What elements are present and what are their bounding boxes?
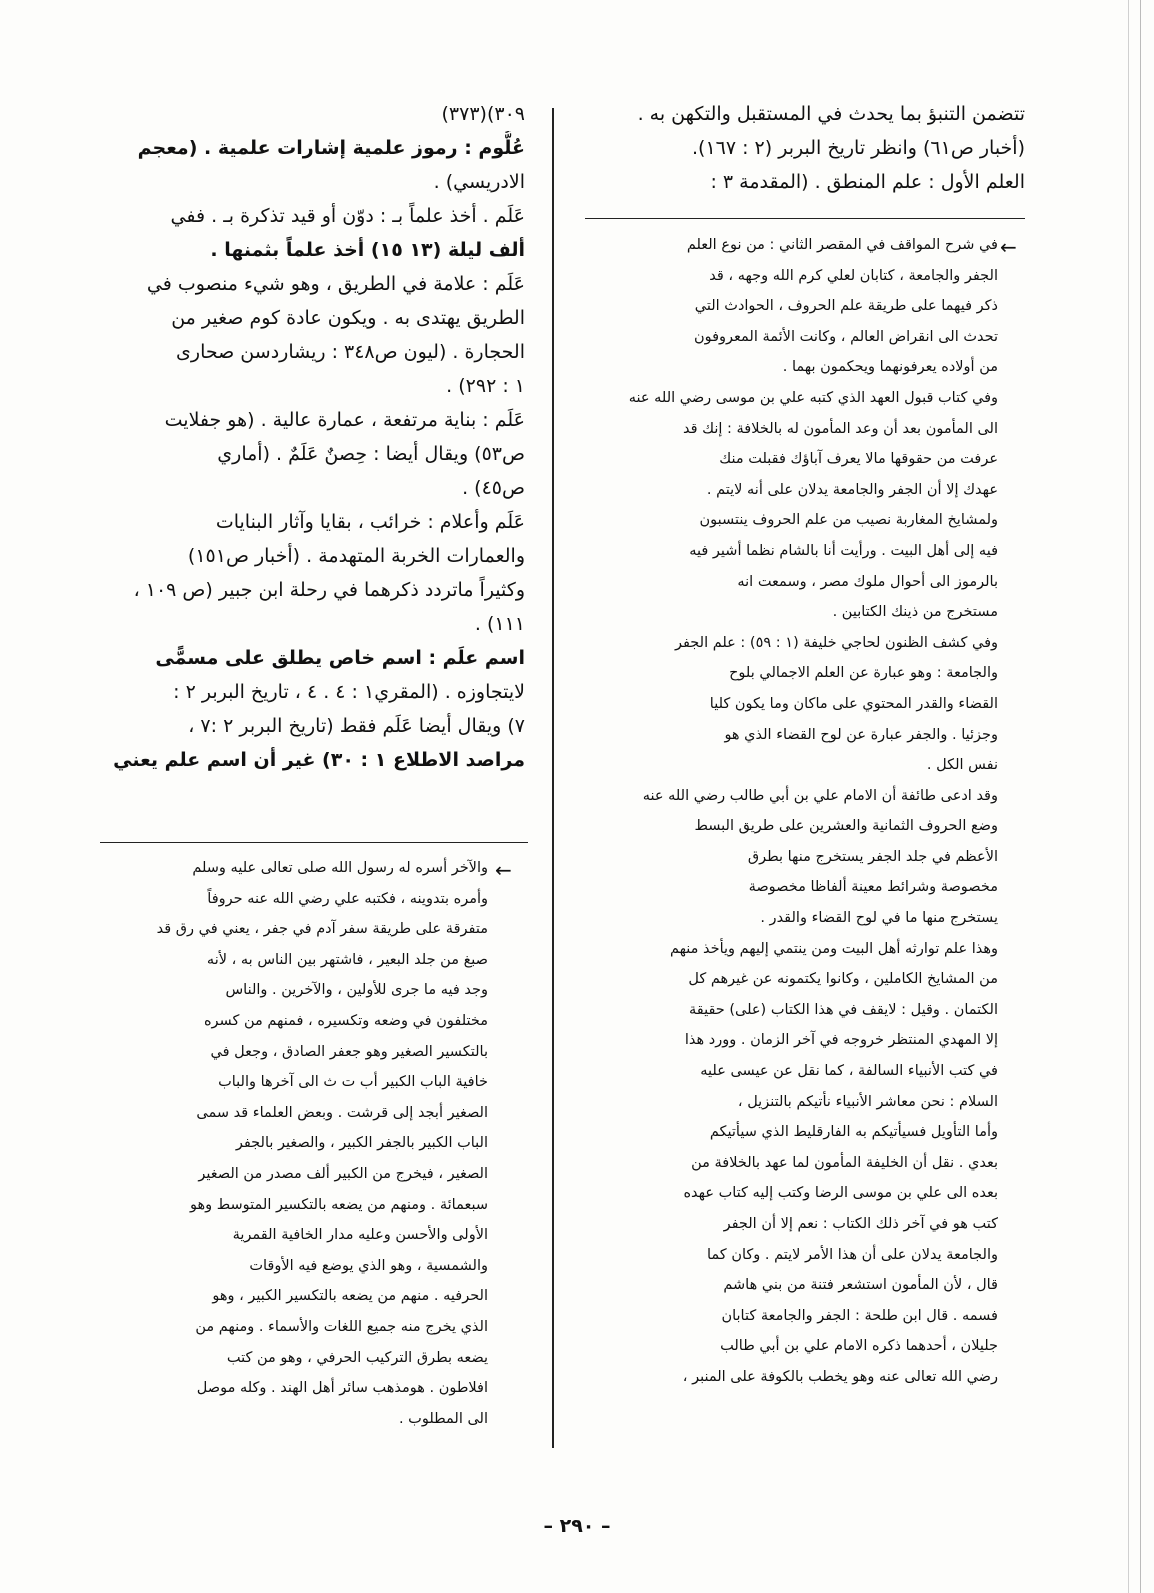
right-footnote-line: والجامعة يدلان على أن هذا الأمر لايتم . وكان كما [707,1246,998,1263]
right-footnote-line: وهذا علم توارثه أهل البيت ومن ينتمي إليهم ويأخذ منهم [669,940,998,957]
left-main-line: ٣٠٩)(٣٧٣) [441,103,525,125]
column-divider [552,108,554,1448]
left-main-line: عَلَم : بناية مرتفعة ، عمارة عالية . (هو جفلايت [164,409,525,431]
right-footnote-line: وأما التأويل فسيأتيكم به الفارقليط الذي سيأتيكم [709,1124,998,1141]
left-main-line: عَلَم . أخذ علماً بـ : دوّن أو قيد تذكرة بـ . ففي [170,205,525,227]
left-main-line: ٧) ويقال أيضا عَلَم فقط (تاريخ البربر ٢ :٧ ، [188,715,525,737]
left-footnote-line: بالتكسير الصغير وهو جعفر الصادق ، وجعل في [210,1043,488,1060]
left-main-line: والعمارات الخربة المتهدمة . (أخبار ص١٥١) [187,545,525,567]
right-footnote-line: بعدي . نقل أن الخليفة المأمون لما عهد بالخلافة من [691,1154,998,1171]
right-footnote-line: نفس الكل . [926,757,998,774]
left-main-line: اسم علَم : اسم خاص يطلق على مسمًّى [155,647,525,669]
right-footnote-line: وقد ادعى طائفة أن الامام علي بن أبي طالب رضي الله عنه [642,787,998,804]
right-footnote-line: الأعظم في جلد الجفر يستخرج منها بطرق [747,848,998,865]
left-footnote-line: خافية الباب الكبير أب ت ث الى آخرها والباب [218,1074,488,1091]
left-footnote-line: صبغ من جلد البعير ، فاشتهر بين الناس به ، لأنه [206,951,488,968]
left-footnote-line: الحرفيه . منهم من يضعه بالتكسير الكبير ، وهو [212,1288,488,1305]
right-footnote-line: وفي كتاب قبول العهد الذي كتبه علي بن موسى رضي الله عنه [628,389,998,406]
left-footnote-line: الباب الكبير بالجفر الكبير ، والصغير بالجفر [235,1135,488,1152]
left-footnote-line: متفرقة على طريقة سفر آدم في جفر ، يعني في رق قد [156,921,488,938]
left-main-line: الحجارة . (ليون ص٣٤٨ : ريشاردسن صحارى [176,341,525,363]
right-footnote-line: وجزئيا . والجفر عبارة عن لوح القضاء الذي هو [724,726,998,743]
right-footnote-line: من أولاده يعرفونهما ويحكمون بهما . [782,359,998,376]
page-number: – ٢٩٠ – [543,1515,611,1537]
left-footnote-line: يضعه بطرق التركيب الحرفي ، وهو من كتب [226,1349,488,1366]
right-footnote-line: مخصوصة وشرائط معينة ألفاظا مخصوصة [748,879,998,896]
right-footnote-line: كتب هو في آخر ذلك الكتاب : نعم إلا أن الجفر [723,1216,998,1232]
left-footnote-line: وجد فيه ما جرى للأولين ، والآخرين . والناس [225,982,488,999]
right-footnote-line: وضع الحروف الثمانية والعشرين على طريق البسط [694,818,998,835]
right-footnote-line: جليلان ، أحدهما ذكره الامام علي بن أبي طالب [720,1338,998,1355]
left-footnote-line: والشمسية ، وهو الذي يوضع فيه الأوقات [249,1257,488,1274]
left-footnote-line: الذي يخرج منه جميع اللغات والأسماء . ومنهم من [195,1318,488,1335]
left-main-line: ١١١) . [474,613,525,635]
left-footnote-line: الصغير ، فيخرج من الكبير ألف مصدر من الصغير [198,1165,488,1182]
left-footnote-line: سبعمائة . ومنهم من يضعه بالتكسير المتوسط وهو [190,1196,488,1213]
right-footnote-line: إلا المهدي المنتظر خروجه في آخر الزمان . وورد هذا [684,1032,998,1049]
right-footnote-rule [585,218,1025,219]
scan-edge [1140,0,1141,1593]
left-footnote-line: الصغير أبجد إلى قرشت . وبعض العلماء قد سمى [196,1104,488,1121]
right-footnote-line: والجامعة : وهو عبارة عن العلم الاجمالي بلوح [729,665,998,682]
left-footnote-arrow-icon: ← [495,858,512,882]
right-footnote-line: عرفت من حقوقها مالا يعرف آباؤك فقبلت منك [719,451,998,468]
right-main-line: (أخبار ص٦١) وانظر تاريخ البربر (٢ : ١٦٧). [691,137,1025,159]
left-footnote-line: وأمره بتدوينه ، فكتبه علي رضي الله عنه حروفاً [207,890,488,907]
right-footnote-line: وفي كشف الظنون لحاجي خليفة (١ : ٥٩) : علم الجفر [674,634,998,651]
left-main-line: لايتجاوزه . (المقري١ : ٤ . ٤ ، تاريخ البربر ٢ : [173,681,525,703]
right-footnote-line: في شرح المواقف في المقصر الثاني : من نوع العلم [686,237,998,253]
right-footnote-line: القضاء والقدر المحتوي على ماكان وما يكون كليا [709,695,998,712]
left-main-line: ١ : ٢٩٢) . [446,375,525,397]
right-footnote-line: ولمشايخ المغاربة نصيب من علم الحروف ينتسبون [699,512,998,529]
right-main-line: تتضمن التنبؤ بما يحدث في المستقبل والتكهن به . [637,103,1025,125]
right-footnote-line: رضي الله تعالى عنه وهو يخطب بالكوفة على المنبر ، [682,1368,998,1385]
right-footnote-line: الى المأمون بعد أن وعد المأمون له بالخلافة : إنك قد [682,420,998,437]
left-column-footnote [93,853,488,1434]
left-main-line: ألف ليلة (١٣ ١٥) أخذ علماً بثمنها . [210,239,525,261]
left-footnote-line: الى المطلوب . [398,1410,488,1427]
right-column-main-text [575,97,1025,199]
right-footnote-line: يستخرج منها ما في لوح القضاء والقدر . [760,910,998,927]
left-main-line: مراصد الاطلاع ١ : ٣٠) غير أن اسم علم يعني [113,749,525,771]
right-footnote-line: ذكر فيهما على طريقة علم الحروف ، الحوادث التي [694,298,998,315]
right-footnote-line: فيه إلى أهل البيت . ورأيت أنا بالشام نظما أشير فيه [689,542,998,559]
left-main-line: ص٤٥) . [462,477,525,499]
right-footnote-line: تحدث الى انقراض العالم ، وكانت الأئمة المعروفون [693,328,998,345]
left-main-line: عَلَم وأعلام : خرائب ، بقايا وآثار البنايات [215,511,525,533]
right-footnote-line: عهدك إلا أن الجفر والجامعة يدلان على أنه لايتم . [706,481,998,498]
right-main-line: العلم الأول : علم المنطق . (المقدمة ٣ : [710,171,1025,193]
scan-edge [1128,0,1129,1593]
right-footnote-line: السلام : نحن معاشر الأنبياء نأتيكم بالتنزيل ، [737,1093,998,1110]
right-column-footnote [578,230,998,1393]
right-footnote-line: مستخرج من ذينك الكتابين . [832,604,998,621]
left-main-line: وكثيراً ماتردد ذكرهما في رحلة ابن جبير (ص ١٠٩ ، [133,579,525,601]
left-footnote-line: افلاطون . هومذهب سائر أهل الهند . وكله موصل [196,1380,488,1397]
right-footnote-arrow-icon: ← [1000,235,1017,259]
left-footnote-line: الأولى والأحسن وعليه مدار الخافية القمرية [232,1227,488,1244]
right-footnote-line: في كتب الأنبياء السالفة ، كما نقل عن عيسى عليه [700,1063,998,1080]
left-main-line: ص٥٣) ويقال أيضا : حِصنٌ عَلَمٌ . (أماري [217,443,525,465]
left-footnote-line: والآخر أسره له رسول الله صلى تعالى عليه وسلم [192,860,488,876]
right-footnote-line: بعده الى علي بن موسى الرضا وكتب إليه كتاب عهده [683,1185,998,1202]
left-footnote-rule [100,842,528,843]
left-main-line: الطريق يهتدى به . ويكون عادة كوم صغير من [171,307,525,329]
left-main-line: عُلُّوم : رموز علمية إشارات علمية . (معجم [137,137,525,159]
left-footnote-line: مختلفون في وضعه وتكسيره ، فمنهم من كسره [203,1012,488,1029]
right-footnote-line: فسمه . قال ابن طلحة : الجفر والجامعة كتابان [721,1307,998,1324]
right-footnote-line: قال ، لأن المأمون استشعر فتنة من بني هاشم [723,1277,998,1294]
left-main-line: عَلَم : علامة في الطريق ، وهو شيء منصوب في [146,273,525,295]
left-column-main-text [95,97,525,777]
right-footnote-line: الجفر والجامعة ، كتابان لعلي كرم الله وجهه ، قد [709,267,998,284]
right-footnote-line: بالرموز الى أحوال ملوك مصر ، وسمعت انه [737,573,998,590]
right-footnote-line: من المشايخ الكاملين ، وكانوا يكتمونه عن غيرهم كل [688,971,998,988]
right-footnote-line: الكتمان . وقيل : لايقف في هذا الكتاب (على) حقيقة [688,1001,998,1018]
left-main-line: الادريسي) . [433,171,525,193]
